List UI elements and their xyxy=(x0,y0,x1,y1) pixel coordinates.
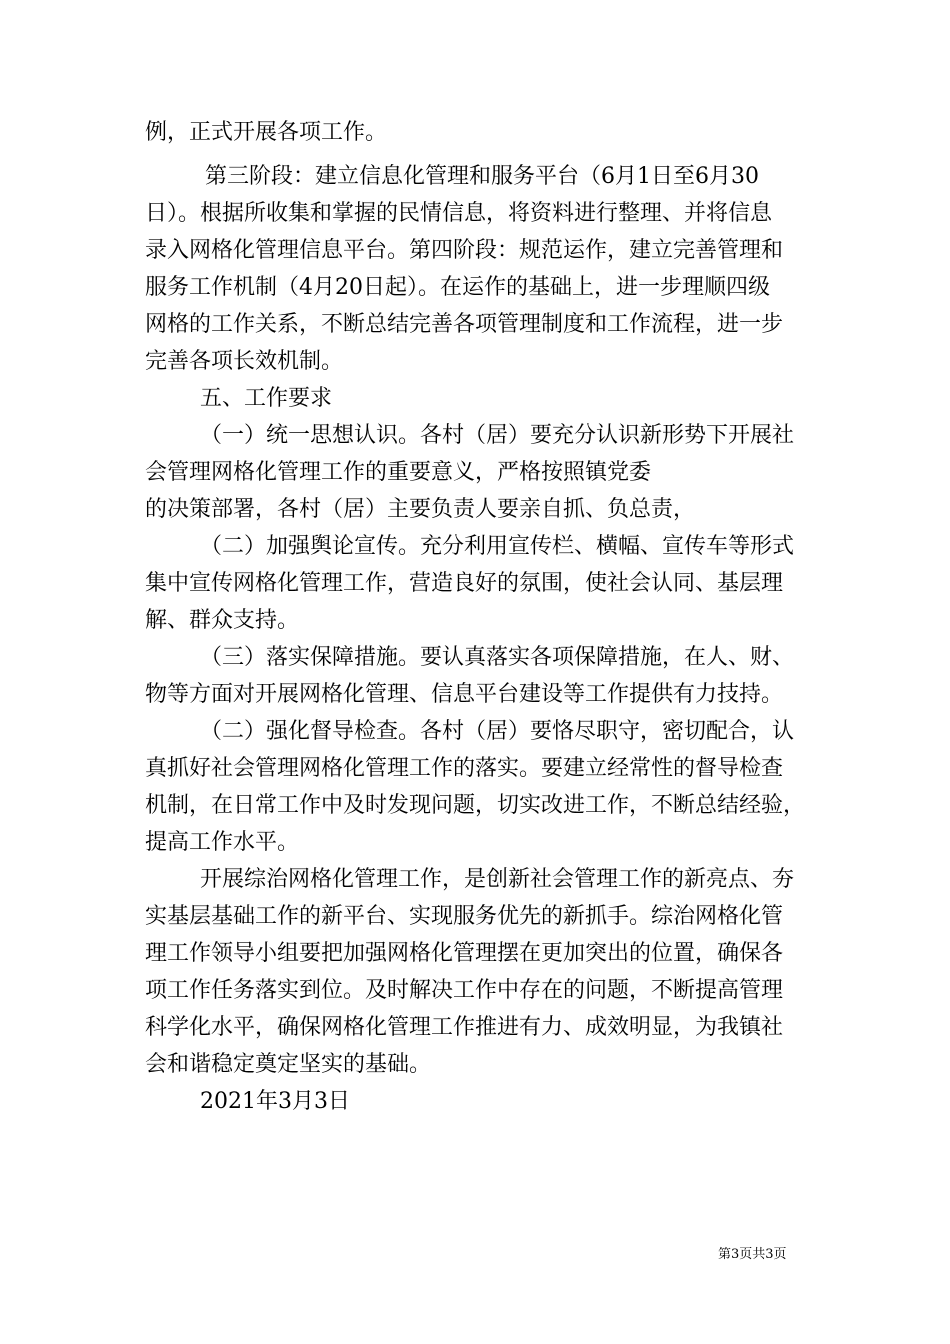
paragraph-line: 集中宣传网格化管理工作，营造良好的氛围，使社会认同、基层理 xyxy=(145,571,784,596)
paragraph-line: （三）落实保障措施。要认真落实各项保障措施，在人、财、 xyxy=(200,645,795,670)
paragraph-line: 完善各项长效机制。 xyxy=(145,349,344,374)
paragraph-line: 会管理网格化管理工作的重要意义，严格按照镇党委 xyxy=(145,460,652,485)
paragraph-line: 机制，在日常工作中及时发现问题，切实改进工作，不断总结经验， xyxy=(145,793,806,818)
section-heading: 五、工作要求 xyxy=(200,386,333,411)
paragraph-line: 例，正式开展各项工作。 xyxy=(145,120,388,145)
paragraph-line: （一）统一思想认识。各村（居）要充分认识新形势下开展社 xyxy=(200,423,795,448)
paragraph-line: 的决策部署，各村（居）主要负责人要亲自抓、负总责， xyxy=(145,497,696,522)
paragraph-line: 第三阶段：建立信息化管理和服务平台（6月1日至6月30 xyxy=(205,164,759,189)
paragraph-line: （二）加强舆论宣传。充分利用宣传栏、横幅、宣传车等形式 xyxy=(200,534,795,559)
paragraph-line: 真抓好社会管理网格化管理工作的落实。要建立经常性的督导检查 xyxy=(145,756,784,781)
page-number-footer: 第3页共3页 xyxy=(718,1247,787,1262)
document-date: 2021年3月3日 xyxy=(200,1089,350,1114)
paragraph-line: 物等方面对开展网格化管理、信息平台建设等工作提供有力技持。 xyxy=(145,682,784,707)
paragraph-line: 解、群众支持。 xyxy=(145,608,300,633)
paragraph-line: 服务工作机制（4月20日起）。在运作的基础上，进一步理顺四级 xyxy=(145,275,770,300)
paragraph-line: 提高工作水平。 xyxy=(145,830,300,855)
paragraph-line: （二）强化督导检查。各村（居）要恪尽职守，密切配合，认 xyxy=(200,719,795,744)
paragraph-line: 实基层基础工作的新平台、实现服务优先的新抓手。综治网格化管 xyxy=(145,904,784,929)
paragraph-line: 理工作领导小组要把加强网格化管理摆在更加突出的位置，确保各 xyxy=(145,941,784,966)
paragraph-line: 网格的工作关系，不断总结完善各项管理制度和工作流程，进一步 xyxy=(145,312,784,337)
paragraph-line: 日）。根据所收集和掌握的民情信息，将资料进行整理、并将信息 xyxy=(145,201,773,226)
paragraph-line: 科学化水平，确保网格化管理工作推进有力、成效明显，为我镇社 xyxy=(145,1015,784,1040)
paragraph-line: 会和谐稳定奠定坚实的基础。 xyxy=(145,1052,432,1077)
paragraph-line: 开展综治网格化管理工作，是创新社会管理工作的新亮点、夯 xyxy=(200,867,795,892)
paragraph-line: 项工作任务落实到位。及时解决工作中存在的问题，不断提高管理 xyxy=(145,978,784,1003)
paragraph-line: 录入网格化管理信息平台。第四阶段：规范运作，建立完善管理和 xyxy=(145,238,784,263)
